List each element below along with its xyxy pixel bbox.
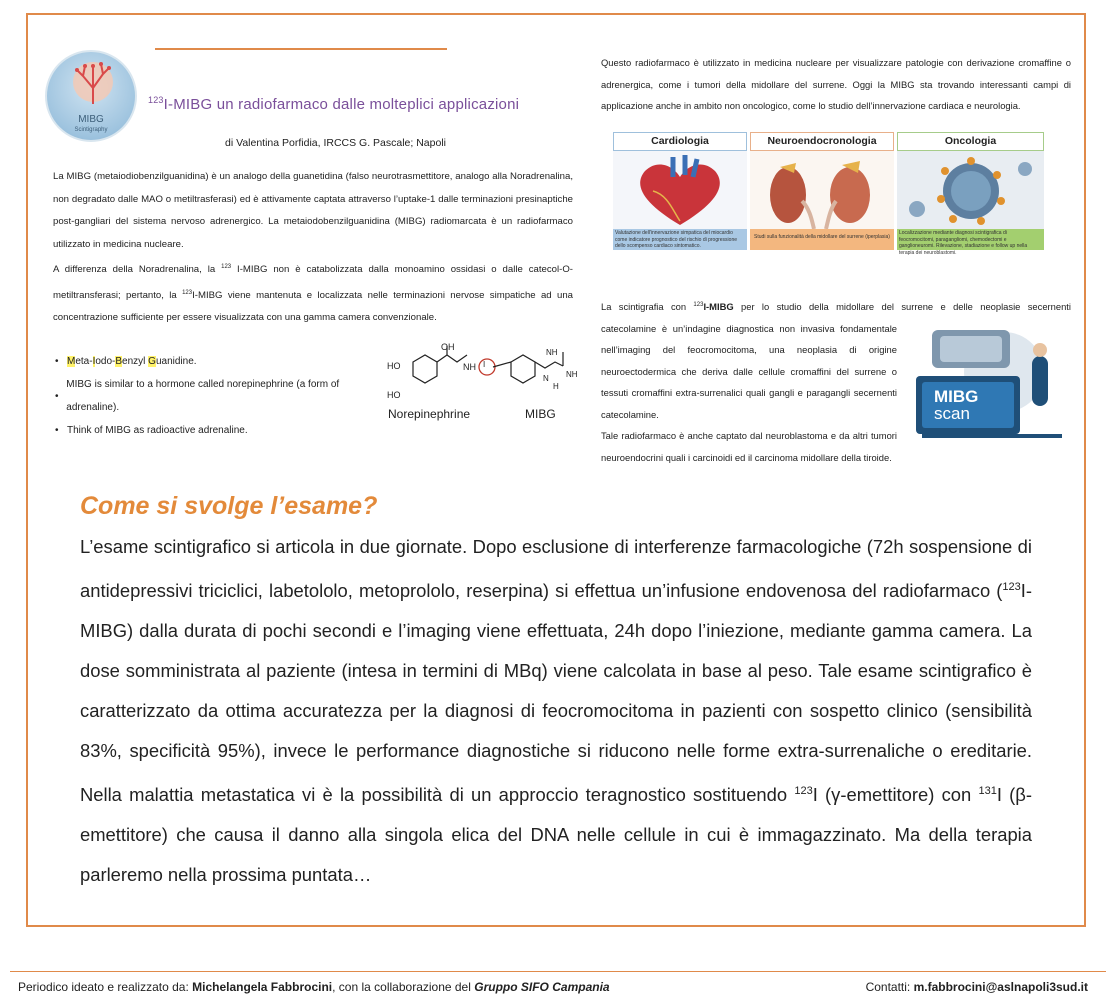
intro-text <box>53 166 573 330</box>
footer-contact: Contatti: m.fabbrocini@aslnapoli3sud.it <box>865 980 1088 994</box>
section-heading: Come si svolge l’esame? <box>80 492 378 520</box>
footer <box>18 980 1088 994</box>
panel-label: Neuroendocronologia <box>750 132 894 151</box>
cancer-cell-icon <box>897 151 1044 229</box>
contact-email[interactable]: m.fabbrocini@aslnapoli3sud.it <box>913 980 1088 994</box>
cell-illustration <box>897 151 1044 229</box>
scan-label: MIBG scan <box>934 387 979 423</box>
heart-icon <box>613 151 747 229</box>
footer-rule <box>10 971 1106 972</box>
norepinephrine-label: Norepinephrine <box>388 407 471 421</box>
atom-label: NH <box>566 370 578 379</box>
heart-illustration <box>613 151 747 229</box>
kidney-icon <box>750 151 894 229</box>
atom-label: NH <box>546 348 558 357</box>
mibg-bullet-list <box>55 350 375 442</box>
atom-label: N <box>543 374 549 383</box>
article-title: $^{123}$I-MIBG un radiofarmaco dalle molteplici applicazioni <box>148 95 520 113</box>
logo-text: MIBG <box>78 114 104 125</box>
list-item: • Think of MIBG as radioactive adrenaline. <box>55 425 248 436</box>
scanner-icon <box>912 326 1062 442</box>
mibg-label: MIBG <box>525 407 556 421</box>
atom-label: HO <box>387 361 401 371</box>
mibg-scan-illustration <box>912 326 1062 442</box>
scintigraphy-paragraph-2: Tale radiofarmaco è anche captato dal neuroblastoma e da altri tumori neuroendocrini quali i carcinoidi ed il carcinoma midollare della tiroide. <box>601 430 897 463</box>
panel-oncologia <box>897 132 1044 256</box>
atom-label: OH <box>441 342 455 352</box>
header-rule <box>155 48 447 50</box>
section-body: L’esame scintigrafico si articola in due giornate. Dopo esclusione di interferenze farmacologiche (72h sospensione di antidepressivi triciclici, labetololo, metoprololo, reserpina) si effettua un’infusione endovenosa del radiofarmaco ($^{123}$I-MIBG) dalla durata di pochi secondi e l’imaging viene effettuata, 24h dopo l’iniezione, mediante gamma camera. La dose somministrata al paziente (intesa in termini di MBq) viene calcolata in base al peso. Tale esame scintigrafico è caratterizzato da ottima accuratezza per la diagnosi di feocromocitoma in pazienti con sospetto clinico (sensibilità 83%, specificità 95%), invece le performance diagnostiche si riducono nelle forme extra-surrenaliche o ereditarie. Nella malattia metastatica vi è la possibilità di un approccio teragnostico sostituendo $^{123}$I (γ-emettitore) con $^{131}$I (β- emettitore) che causa il danno alla singola elica del DNA nelle cellule in cui è immagazzinato. Ma della terapia parleremo nella prossima puntata… <box>80 536 1032 886</box>
list-item: • Meta-Iodo-Benzyl Guanidine. <box>55 356 197 367</box>
list-item: • MIBG is similar to a hormone called norepinephrine (a form of adrenaline). <box>55 379 340 413</box>
panel-label: Cardiologia <box>613 132 747 151</box>
kidney-illustration <box>750 151 894 229</box>
author-line: di Valentina Porfidia, IRCCS G. Pascale; Napoli <box>225 137 446 149</box>
panel-caption: Studi sulla funzionalità della midollare del surrene (iperplasia) <box>750 229 894 250</box>
atom-label: I <box>483 360 486 369</box>
intro-paragraph-1: La MIBG (metaiodiobenzilguanidina) è un analogo della guanetidina (falso neurotrasmettitore, analogo alla Noradrenalina, non degradato dalle MAO o metiltrasferasi) ed è attivamente captata attraverso l’uptake-1 dalle terminazioni presinaptiche post-gangliari del sistema nervoso adrenergico. La metaiodobenzilguanidina (MIBG) radiomarcata è un radiofarmaco utilizzato in medicina nucleare. <box>53 171 573 250</box>
logo-subtext: Scintigraphy <box>74 127 108 133</box>
intro-paragraph-2: A differenza della Noradrenalina, la $^{123}$ I-MIBG non è catabolizzata dalla monoamino ossidasi o dalle catecol-O-metiltransferasi; pertanto, la $^{123}$I-MIBG viene mantenuta e localizzata nelle terminazioni nervose simpatiche ad una concentrazione sufficiente per essere visualizzata con una gamma camera convenzionale. <box>53 264 574 324</box>
panel-caption: Localizzazione mediante diagnosi scintigrafica di feocromocitomi, paragangliomi, chemodectomi e ganglioneuromi. Rilevazione, stadiazione e follow up nella terapia dei neuroblastomi. <box>897 229 1044 250</box>
chemical-structures <box>383 340 583 425</box>
panel-caption: Valutazione dell'innervazione simpatica del miocardio come indicatore prognostico del rischio di progressione dello scompenso cardiaco sintomatico. <box>613 229 747 250</box>
scintigraphy-paragraph: catecolamine è un’indagine diagnostica non invasiva fondamentale nell’imaging del feocromocitoma, una neoplasia di origine neuroectodermica che deriva dalle cellule cromaffini del surrene o tessuti cromaffini extra-surrenalici quali gangli e paragangli secernenti catecolamine. <box>601 322 897 420</box>
atom-label: H <box>553 382 559 391</box>
panel-neuroendocronologia <box>750 132 894 250</box>
panel-cardiologia <box>613 132 747 250</box>
atom-label: HO <box>387 390 401 400</box>
panel-label: Oncologia <box>897 132 1044 151</box>
atom-label: NH <box>463 362 476 372</box>
scintigraphy-line: La scintigrafia con $^{123}$I-MIBG per lo studio della midollare del surrene e delle neoplasie secernenti <box>601 301 1071 313</box>
mibg-logo <box>45 50 137 142</box>
right-intro-text: Questo radiofarmaco è utilizzato in medicina nucleare per visualizzare patologie con derivazione cromaffine o adrenergica, come i tumori della midollare del surrene. Oggi la MIBG sta trovando interessanti campi di applicazione anche in ambito non oncologico, come lo studio dell’innervazione cardiaca e neurologia. <box>601 57 1071 111</box>
footer-credits: Periodico ideato e realizzato da: Michelangela Fabbrocini, con la collaborazione del Gruppo SIFO Campania <box>18 980 610 994</box>
